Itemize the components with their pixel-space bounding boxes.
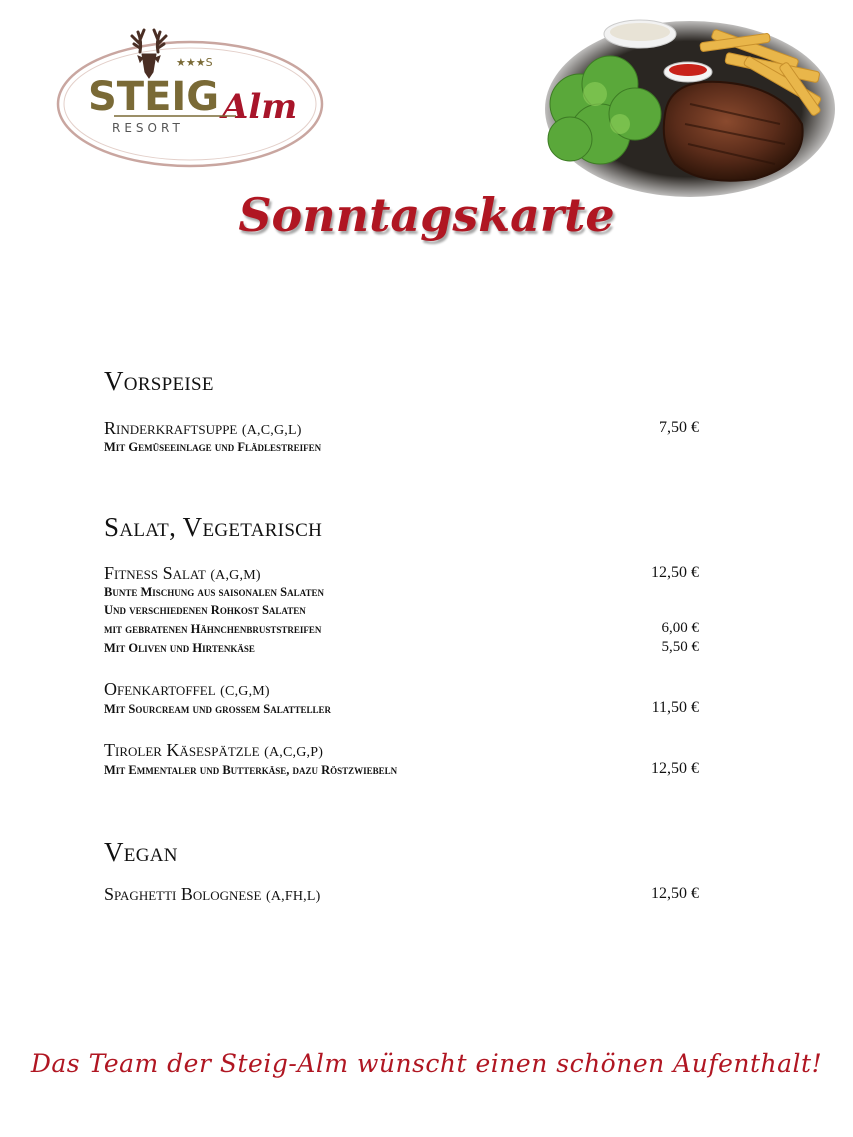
section-heading-vorspeise: Vorspeise bbox=[104, 366, 214, 396]
item-name: Spaghetti Bolognese bbox=[104, 884, 262, 904]
menu-item-kaesespaetzle bbox=[104, 740, 323, 761]
footer-message: Das Team der Steig-Alm wünscht einen schönen Aufenthalt! bbox=[30, 1049, 823, 1078]
item-extra: mit gebratenen Hähnchenbruststreifen bbox=[104, 622, 322, 636]
logo-tagline: RESORT bbox=[112, 121, 184, 135]
item-description: Und verschiedenen Rohkost Salaten bbox=[104, 603, 306, 617]
steak-photo bbox=[540, 14, 840, 199]
item-name: Rinderkraftsuppe bbox=[104, 418, 238, 438]
item-allergens: (A,FH,L) bbox=[265, 889, 321, 904]
item-name: Fitness Salat bbox=[104, 563, 206, 583]
item-allergens: (A,G,M) bbox=[210, 568, 261, 583]
item-extra-price: 6,00 € bbox=[661, 620, 699, 636]
item-name: Tiroler Käsespätzle bbox=[104, 740, 260, 760]
item-price: 12,50 € bbox=[651, 564, 699, 581]
section-heading-salat: Salat, Vegetarisch bbox=[104, 512, 323, 542]
item-description: Bunte Mischung aus saisonalen Salaten bbox=[104, 585, 324, 599]
item-name: Ofenkartoffel bbox=[104, 679, 216, 699]
item-price: 7,50 € bbox=[659, 419, 699, 436]
item-description: Mit Gemüseeinlage und Flädlestreifen bbox=[104, 440, 322, 454]
item-description: Mit Sourcream und grossem Salatteller bbox=[104, 702, 332, 716]
menu-item-spaghetti-bolognese bbox=[104, 884, 320, 905]
menu-item-fitness-salat bbox=[104, 563, 261, 584]
resort-logo bbox=[54, 14, 326, 170]
logo-wordmark-steig: STEIG bbox=[88, 74, 220, 120]
item-price: 12,50 € bbox=[651, 760, 699, 777]
menu-item-rinderkraftsuppe bbox=[104, 418, 302, 439]
item-allergens: (C,G,M) bbox=[220, 684, 270, 699]
item-extra: Mit Oliven und Hirtenkäse bbox=[104, 641, 255, 655]
item-extra-price: 5,50 € bbox=[661, 639, 699, 655]
logo-stars: ★★★S bbox=[176, 56, 213, 69]
menu-item-ofenkartoffel bbox=[104, 679, 270, 700]
logo-wordmark-alm: Alm bbox=[222, 87, 298, 127]
section-heading-vegan: Vegan bbox=[104, 837, 178, 867]
item-allergens: (A,C,G,P) bbox=[264, 745, 324, 760]
item-description: Mit Emmentaler und Butterkäse, dazu Röstzwiebeln bbox=[104, 763, 398, 777]
item-allergens: (A,C,G,L) bbox=[241, 423, 302, 438]
item-price: 11,50 € bbox=[651, 699, 699, 716]
item-price: 12,50 € bbox=[651, 885, 699, 902]
page-title: Sonntagskarte bbox=[238, 188, 615, 242]
